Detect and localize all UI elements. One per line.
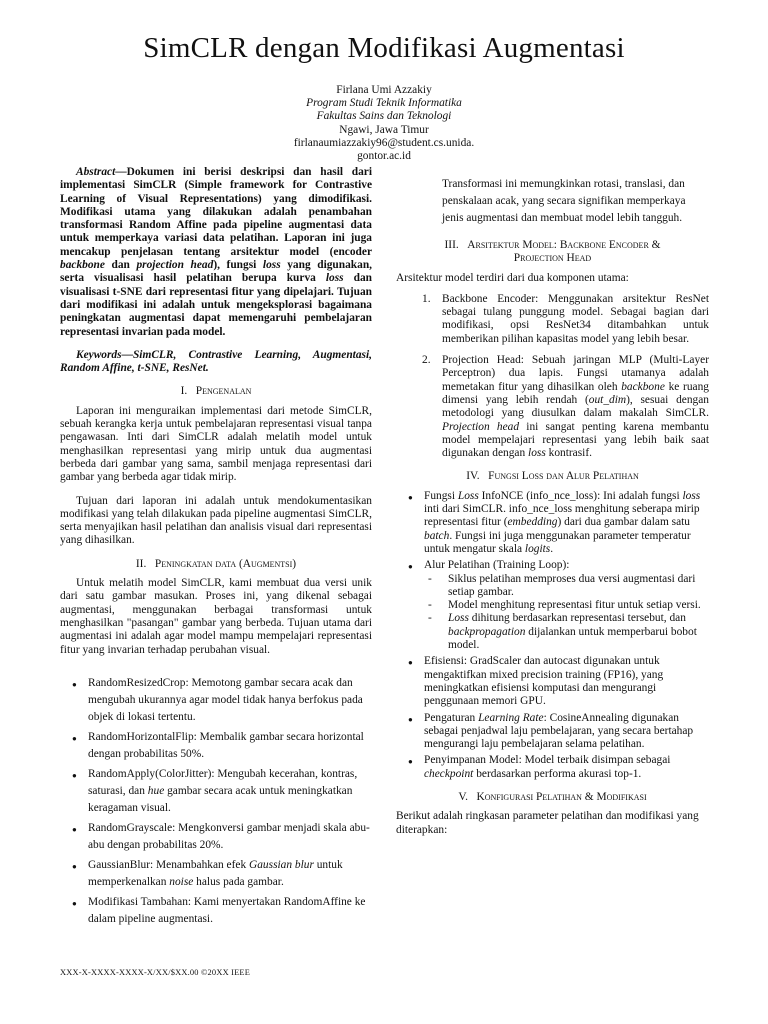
list-item: ● RandomGrayscale: Mengkonversi gambar menjadi skala abu-abu dengan probabilitas 20%. xyxy=(60,820,372,854)
augment-list xyxy=(60,675,372,928)
author-dept: Program Studi Teknik Informatika xyxy=(306,97,462,110)
list-item: ● Alur Pelatihan (Training Loop): - Siklus pelatihan memproses dua versi augmentasi dari setiap gambar. - Model menghitung representasi fitur untuk setiap versi. - Loss dihitung berdasarkan representasi tersebut, dan backpropagation dijalankan untuk memperbarui bobot model. xyxy=(396,559,709,652)
training-loop-sublist xyxy=(424,573,709,653)
sub-list-item: - Loss dihitung berdasarkan representasi tersebut, dan backpropagation dijalankan untuk memperbarui bobot model. xyxy=(424,612,709,652)
list-item: 1. Backbone Encoder: Menggunakan arsitektur ResNet sebagai tulang punggung model. Sebagai bagian dari modifikasi, opsi ResNet34 ditambahkan untuk memberikan pilihan kapasitas model yang lebih besar. xyxy=(422,292,709,345)
abstract: Abstract—Dokumen ini berisi deskripsi dan hasil dari implementasi SimCLR (Simple framework for Contrastive Learning of Visual Representations) yang dimodifikasi. Modifikasi utama yang dilakukan adalah penambahan transformasi Random Affine pada pipeline augmentasi data untuk memperkaya variasi data pelatihan. Laporan ini juga mencakup penjelasan tentang arsitektur model (encoder backbone dan projection head), fungsi loss yang digunakan, serta visualisasi hasil pelatihan berupa kurva loss dan visualisasi t-SNE dari representasi fitur yang dipelajari. Tujuan dari modifikasi ini adalah untuk mengeksplorasi bagaimana peningkatan augmentasi dapat memengaruhi pembelajaran representasi invarian pada model. xyxy=(60,166,373,338)
intro-paragraph-1: Laporan ini menguraikan implementasi dari metode SimCLR, sebuah kerangka kerja untuk pembelajaran representasi visual tanpa pengawasan. Inti dari SimCLR adalah melatih model untuk menghasilkan representasi yang mirip untuk dua augmentasi berbeda dari gambar yang sama, sambil menjaga representasi dari gambar yang berbeda agar tidak mirip. xyxy=(60,404,372,484)
author-block xyxy=(0,84,768,163)
left-column xyxy=(60,166,372,931)
list-item: ● RandomResizedCrop: Memotong gambar secara acak dan mengubah ukurannya agar model tidak hanya berfokus pada objek di lokasi tertentu. xyxy=(60,675,372,726)
config-intro: Berikut adalah ringkasan parameter pelatihan dan modifikasi yang diterapkan: xyxy=(396,810,699,836)
author-email-line1: firlanaumiazzakiy96@student.cs.unida. xyxy=(293,136,475,149)
arch-list xyxy=(396,293,709,461)
section-heading-3: III. Arsitektur Model: Backbone Encoder & Projection Head xyxy=(444,239,661,265)
list-item: ● GaussianBlur: Menambahkan efek Gaussian blur untuk memperkenalkan noise halus pada gambar. xyxy=(60,857,372,891)
keywords: Keywords—SimCLR, Contrastive Learning, Augmentasi, Random Affine, t-SNE, ResNet. xyxy=(60,348,372,375)
sub-list-item: - Siklus pelatihan memproses dua versi augmentasi dari setiap gambar. xyxy=(424,573,709,600)
author-faculty: Fakultas Sains dan Teknologi xyxy=(316,110,452,123)
section-heading-2: II. Peningkatan data (Augmentsi) xyxy=(135,557,297,570)
list-item: ● RandomHorizontalFlip: Membalik gambar secara horizontal dengan probabilitas 50%. xyxy=(60,729,372,763)
augment-continuation: Transformasi ini memungkinkan rotasi, translasi, dan penskalaan acak, yang secara signifikan memperkaya jenis augmentasi dan membuat model lebih tangguh. xyxy=(442,178,686,224)
right-column xyxy=(396,176,709,837)
abstract-label: Abstract xyxy=(76,166,116,178)
list-item: 2. Projection Head: Sebuah jaringan MLP (Multi-Layer Perceptron) dua lapis. Fungsi utamanya adalah memetakan fitur yang dihasilkan oleh backbone ke ruang dimensi yang lebih rendah (out_dim), sesuai dengan metodologi yang diusulkan dalam makalah SimCLR. Projection head ini sangat penting karena membantu model mempelajari representasi yang lebih baik saat digunakan dengan loss kontrasif. xyxy=(422,354,709,460)
section-heading-1: I. Pengenalan xyxy=(180,385,252,398)
list-item: ● Fungsi Loss InfoNCE (info_nce_loss): Ini adalah fungsi loss inti dari SimCLR. info_nce_loss menghitung seberapa mirip representasi fitur (embedding) dari dua gambar dalam satu batch. Fungsi ini juga menggunakan parameter temperatur untuk mengatur skala logits. xyxy=(396,490,709,556)
author-email-line2: gontor.ac.id xyxy=(357,150,411,163)
sub-list-item: - Model menghitung representasi fitur untuk setiap versi. xyxy=(424,599,709,612)
keywords-label: Keywords xyxy=(76,348,122,361)
loss-list xyxy=(396,490,709,781)
paper-title: SimCLR dengan Modifikasi Augmentasi xyxy=(143,32,625,64)
list-item: ● Pengaturan Learning Rate: CosineAnnealing digunakan sebagai penjadwal laju pembelajaran, yang secara bertahap mengurangi laju pembelajaran selama pelatihan. xyxy=(396,712,709,752)
author-name: Firlana Umi Azzakiy xyxy=(336,84,432,96)
section-heading-4: IV. Fungsi Loss dan Alur Pelatihan xyxy=(466,470,639,483)
copyright-footer: XXX-X-XXXX-XXXX-X/XX/$XX.00 ©20XX IEEE xyxy=(60,968,251,977)
list-item: ● Penyimpanan Model: Model terbaik disimpan sebagai checkpoint berdasarkan performa akurasi top-1. xyxy=(396,754,709,781)
arch-intro: Arsitektur model terdiri dari dua komponen utama: xyxy=(396,271,629,284)
list-item: ● RandomApply(ColorJitter): Mengubah kecerahan, kontras, saturasi, dan hue gambar secara acak untuk meningkatkan keragaman visual. xyxy=(60,766,372,817)
list-item: ● Modifikasi Tambahan: Kami menyertakan RandomAffine ke dalam pipeline augmentasi. xyxy=(60,894,372,928)
augment-paragraph: Untuk melatih model SimCLR, kami membuat dua versi unik dari satu gambar masukan. Proses ini, yang dikenal sebagai augmentasi, menggunakan berbagai transformasi untuk menghasilkan "pasangan" gambar yang berbeda. Tujuan utama dari augmentasi ini adalah agar model mampu mempelajari representasi fitur yang invarian terhadap perubahan visual. xyxy=(60,577,372,656)
list-item: ● Efisiensi: GradScaler dan autocast digunakan untuk mengaktifkan mixed precision training (FP16), yang meningkatkan efisiensi komputasi dan mengurangi penggunaan memori GPU. xyxy=(396,655,709,708)
section-heading-5: V. Konfigurasi Pelatihan & Modifikasi xyxy=(458,790,647,803)
author-location: Ngawi, Jawa Timur xyxy=(339,123,429,136)
intro-paragraph-2: Tujuan dari laporan ini adalah untuk mendokumentasikan modifikasi yang telah dilakukan pada pipeline augmentasi SimCLR, serta menyajikan hasil pelatihan dan analisis visual dari representasi yang dihasilkan. xyxy=(60,494,372,547)
